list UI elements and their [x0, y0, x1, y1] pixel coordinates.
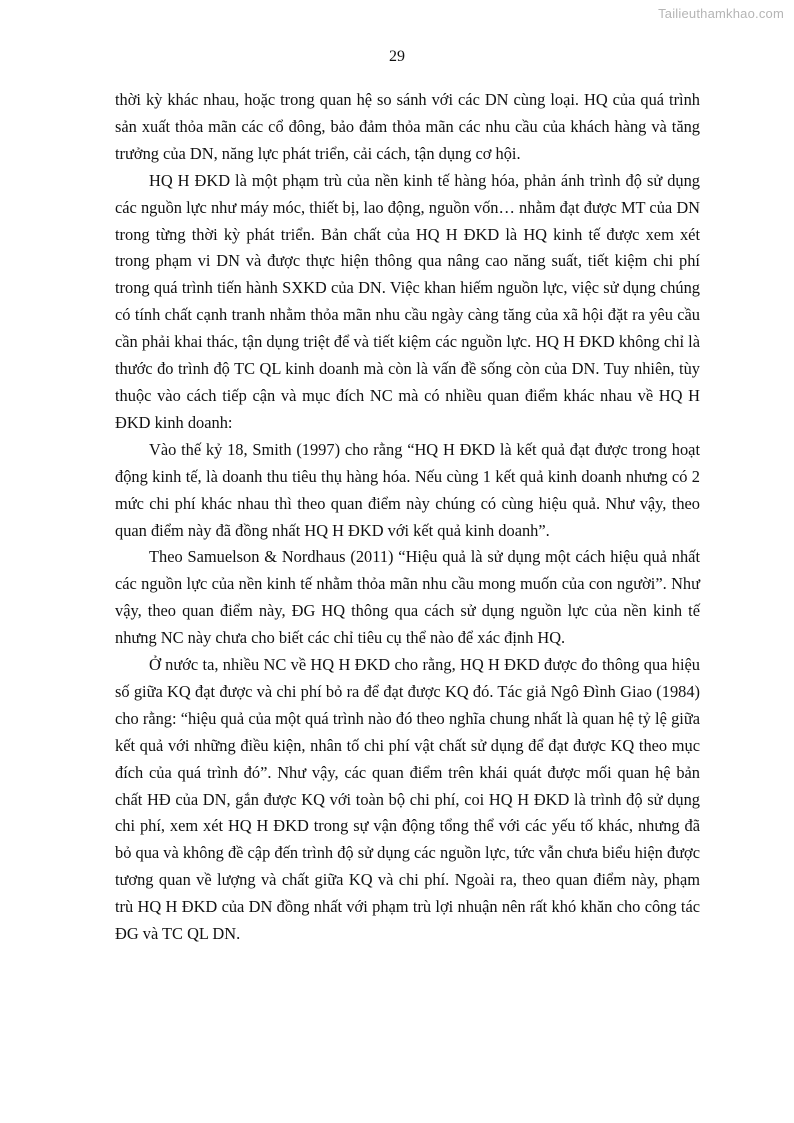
watermark: Tailieuthamkhao.com — [658, 6, 784, 21]
paragraph-samuelson-nordhaus-view: Theo Samuelson & Nordhaus (2011) “Hiệu quả là sử dụng một cách hiệu quả nhất các nguồn lực của nền kinh tế nhằm thỏa mãn nhu cầu mong muốn của con người”. Như vậy, theo quan điểm này, ĐG HQ thông qua cách sử dụng nguồn lực của nền kinh tế nhưng NC này chưa cho biết các chỉ tiêu cụ thể nào để xác định HQ. — [115, 547, 700, 648]
document-body — [115, 87, 700, 948]
paragraph-smith-view: Vào thế kỷ 18, Smith (1997) cho rằng “HQ H ĐKD là kết quả đạt được trong hoạt động kinh tế, là doanh thu tiêu thụ hàng hóa. Nếu cùng 1 kết quả kinh doanh nhưng có 2 mức chi phí khác nhau thì theo quan điểm này chúng có cùng hiệu quả. Như vậy, theo quan điểm này đã đồng nhất HQ H ĐKD với kết quả kinh doanh”. — [115, 439, 700, 540]
paragraph-vietnam-views: Ở nước ta, nhiều NC về HQ H ĐKD cho rằng, HQ H ĐKD được đo thông qua hiệu số giữa KQ đạt được và chi phí bỏ ra để đạt được KQ đó. Tác giả Ngô Đình Giao (1984) cho rằng: “hiệu quả của một quá trình nào đó theo nghĩa chung nhất là quan hệ tỷ lệ giữa kết quả với những điều kiện, nhân tố chi phí vật chất sử dụng để đạt được KQ theo mục đích của quá trình đó”. Như vậy, các quan điểm trên khái quát được mối quan hệ bản chất HĐ của DN, gắn được KQ với toàn bộ chi phí, coi HQ H ĐKD là trình độ sử dụng chi phí, xem xét HQ H ĐKD trong sự vận động tổng thể với các yếu tố khác, nhưng đã bỏ qua và không đề cập đến trình độ sử dụng các nguồn lực, tức vẫn chưa biểu hiện được tương quan về lượng và chất giữa KQ và chi phí. Ngoài ra, theo quan điểm này, phạm trù HQ H ĐKD của DN đồng nhất với phạm trù lợi nhuận nên rất khó khăn cho công tác ĐG và TC QL DN. — [115, 655, 700, 944]
paragraph-business-efficiency-definition: HQ H ĐKD là một phạm trù của nền kinh tế hàng hóa, phản ánh trình độ sử dụng các nguồn lực như máy móc, thiết bị, lao động, nguồn vốn… nhằm đạt được MT của DN trong từng thời kỳ phát triển. Bản chất của HQ H ĐKD là HQ kinh tế được xem xét trong phạm vi DN và được thực hiện thông qua nâng cao năng suất, tiết kiệm chi phí trong quá trình tiến hành SXKD của DN. Việc khan hiếm nguồn lực, việc sử dụng chúng có tính chất cạnh tranh nhằm thỏa mãn nhu cầu ngày càng tăng của xã hội đặt ra yêu cầu cần phải khai thác, tận dụng triệt để và tiết kiệm các nguồn lực. HQ H ĐKD không chỉ là thước đo trình độ TC QL kinh doanh mà còn là vấn đề sống còn của DN. Tuy nhiên, tùy thuộc vào cách tiếp cận và mục đích NC mà có nhiều quan điểm khác nhau về HQ H ĐKD kinh doanh: — [115, 170, 700, 432]
page-number: 29 — [389, 48, 405, 65]
paragraph-continuation: thời kỳ khác nhau, hoặc trong quan hệ so sánh với các DN cùng loại. HQ của quá trình sản xuất thỏa mãn các cổ đông, bảo đảm thỏa mãn các nhu cầu của khách hàng và tăng trưởng của DN, năng lực phát triển, cải cách, tận dụng cơ hội. — [115, 90, 700, 163]
